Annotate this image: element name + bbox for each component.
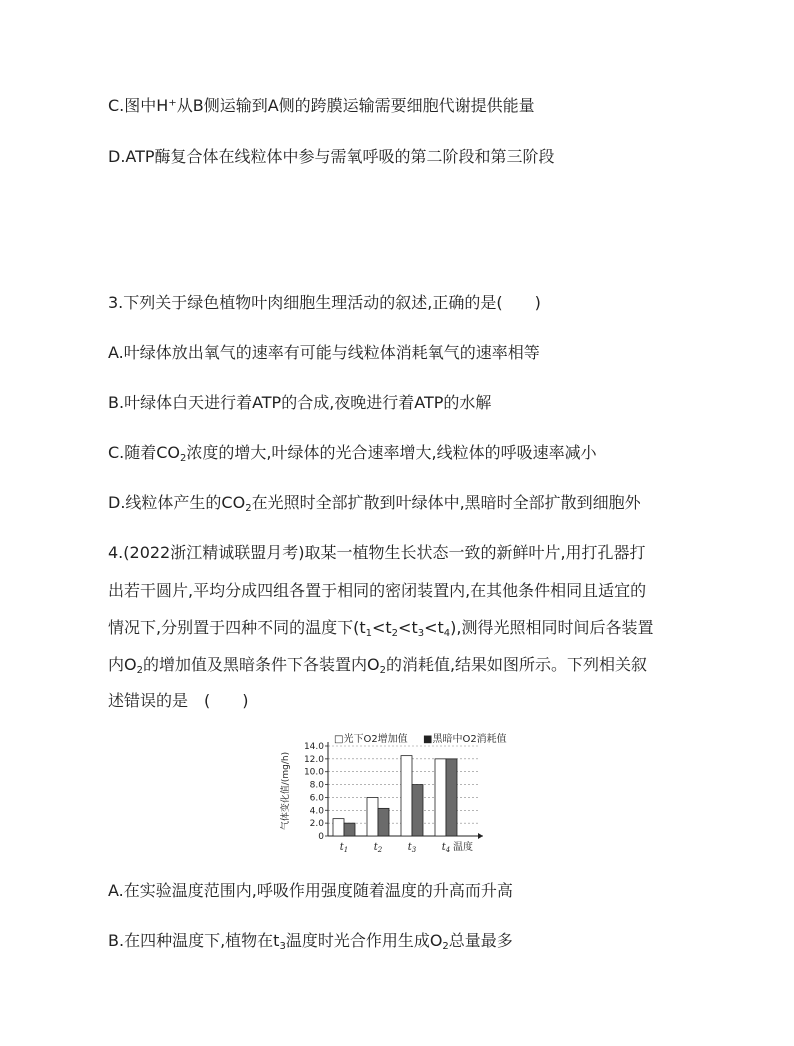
subscript: 2 [180, 453, 187, 464]
subscript: 1 [365, 628, 372, 639]
subscript: 2 [442, 941, 449, 952]
y-axis-label: 气体变化值/(mg/h) [281, 751, 291, 831]
option-a-q3: A.叶绿体放出氧气的速率有可能与线粒体消耗氧气的速率相等 [108, 343, 540, 362]
subscript: 3 [279, 941, 286, 952]
x-tick-subscript: 1 [343, 846, 349, 854]
question-4-stem-line-2: 出若干圆片,平均分成四组各置于相同的密闭装置内,在其他条件相同且适宜的 [108, 581, 647, 600]
y-tick-label: 2.0 [309, 819, 324, 830]
y-tick-label: 14.0 [303, 742, 324, 752]
x-axis-arrow [478, 833, 483, 839]
bar-chart [278, 728, 528, 860]
bar-t3-light [401, 756, 412, 836]
subscript: 2 [391, 628, 399, 639]
question-4-stem-line-3 [108, 617, 654, 645]
bar-t2-dark [378, 808, 389, 836]
bar-t3-dark [412, 785, 423, 836]
y-tick-label: 4.0 [309, 806, 324, 817]
option-c-q3 [108, 442, 597, 470]
text-part: D.线粒体产生的CO [108, 493, 246, 512]
text-part: 总量最多 [448, 931, 513, 950]
bar-t4-light [435, 759, 446, 836]
x-axis-label: 温度 [453, 842, 473, 853]
text-part: 内O [108, 655, 137, 674]
y-tick-label: 12.0 [303, 754, 324, 765]
y-tick-label: 10.0 [303, 767, 324, 778]
text-part: C.随着CO [108, 443, 181, 462]
text-part: 的消耗值,结果如图所示。下列相关叙 [385, 655, 648, 674]
text-part: 的增加值及黑暗条件下各装置内O [142, 655, 380, 674]
text-part: 情况下,分别置于四种不同的温度下(t [108, 618, 366, 637]
bar-t1-dark [344, 823, 355, 836]
subscript: 2 [245, 503, 252, 514]
x-tick-label [442, 842, 451, 854]
bar-t4-dark [446, 759, 457, 836]
text-part: B.在四种温度下,植物在t [108, 931, 280, 950]
text-part: 温度时光合作用生成O [285, 931, 443, 950]
subscript: 2 [136, 665, 143, 676]
text-part: 在光照时全部扩散到叶绿体中,黑暗时全部扩散到细胞外 [251, 493, 641, 512]
option-b-q4 [108, 930, 513, 958]
question-3-stem: 3.下列关于绿色植物叶肉细胞生理活动的叙述,正确的是( ) [108, 293, 541, 312]
option-d-q2: D.ATP酶复合体在线粒体中参与需氧呼吸的第二阶段和第三阶段 [108, 147, 555, 166]
x-tick-letter: t [373, 842, 378, 853]
legend-item-dark: ■黑暗中O2消耗值 [423, 734, 507, 745]
legend-item-light: □光下O2增加值 [334, 734, 408, 745]
text-part: <t [371, 618, 392, 637]
question-4-stem-line-4 [108, 654, 647, 682]
question-4-stem-line-5: 述错误的是 ( ) [108, 691, 249, 710]
option-c-q2: C.图中H⁺从B侧运输到A侧的跨膜运输需要细胞代谢提供能量 [108, 96, 535, 115]
y-tick-label: 8.0 [309, 780, 324, 791]
x-tick-subscript: 2 [377, 846, 383, 854]
y-tick-label: 0 [318, 832, 324, 842]
subscript: 3 [417, 628, 425, 639]
option-a-q4: A.在实验温度范围内,呼吸作用强度随着温度的升高而升高 [108, 881, 513, 900]
text-part: ),测得光照相同时间后各装置 [450, 618, 654, 637]
text-part: <t [398, 618, 418, 637]
chart-svg [278, 728, 528, 860]
y-tick-label: 6.0 [309, 793, 324, 804]
subscript: 4 [443, 628, 451, 639]
option-b-q3: B.叶绿体白天进行着ATP的合成,夜晚进行着ATP的水解 [108, 393, 492, 412]
x-tick-letter: t [407, 842, 412, 853]
subscript: 2 [379, 665, 386, 676]
bar-t1-light [333, 819, 344, 836]
question-4-stem-line-1: 4.(2022浙江精诚联盟月考)取某一植物生长状态一致的新鲜叶片,用打孔器打 [108, 543, 646, 562]
x-tick-label [374, 842, 383, 854]
x-tick-label [408, 842, 417, 854]
x-tick-subscript: 4 [445, 846, 451, 854]
text-part: <t [424, 618, 444, 637]
text-part: 浓度的增大,叶绿体的光合速率增大,线粒体的呼吸速率减小 [186, 443, 597, 462]
x-tick-letter: t [339, 842, 344, 853]
x-tick-label [340, 842, 349, 854]
x-tick-letter: t [441, 842, 446, 853]
bar-t2-light [367, 797, 378, 836]
option-d-q3 [108, 492, 641, 520]
x-tick-subscript: 3 [411, 846, 417, 854]
